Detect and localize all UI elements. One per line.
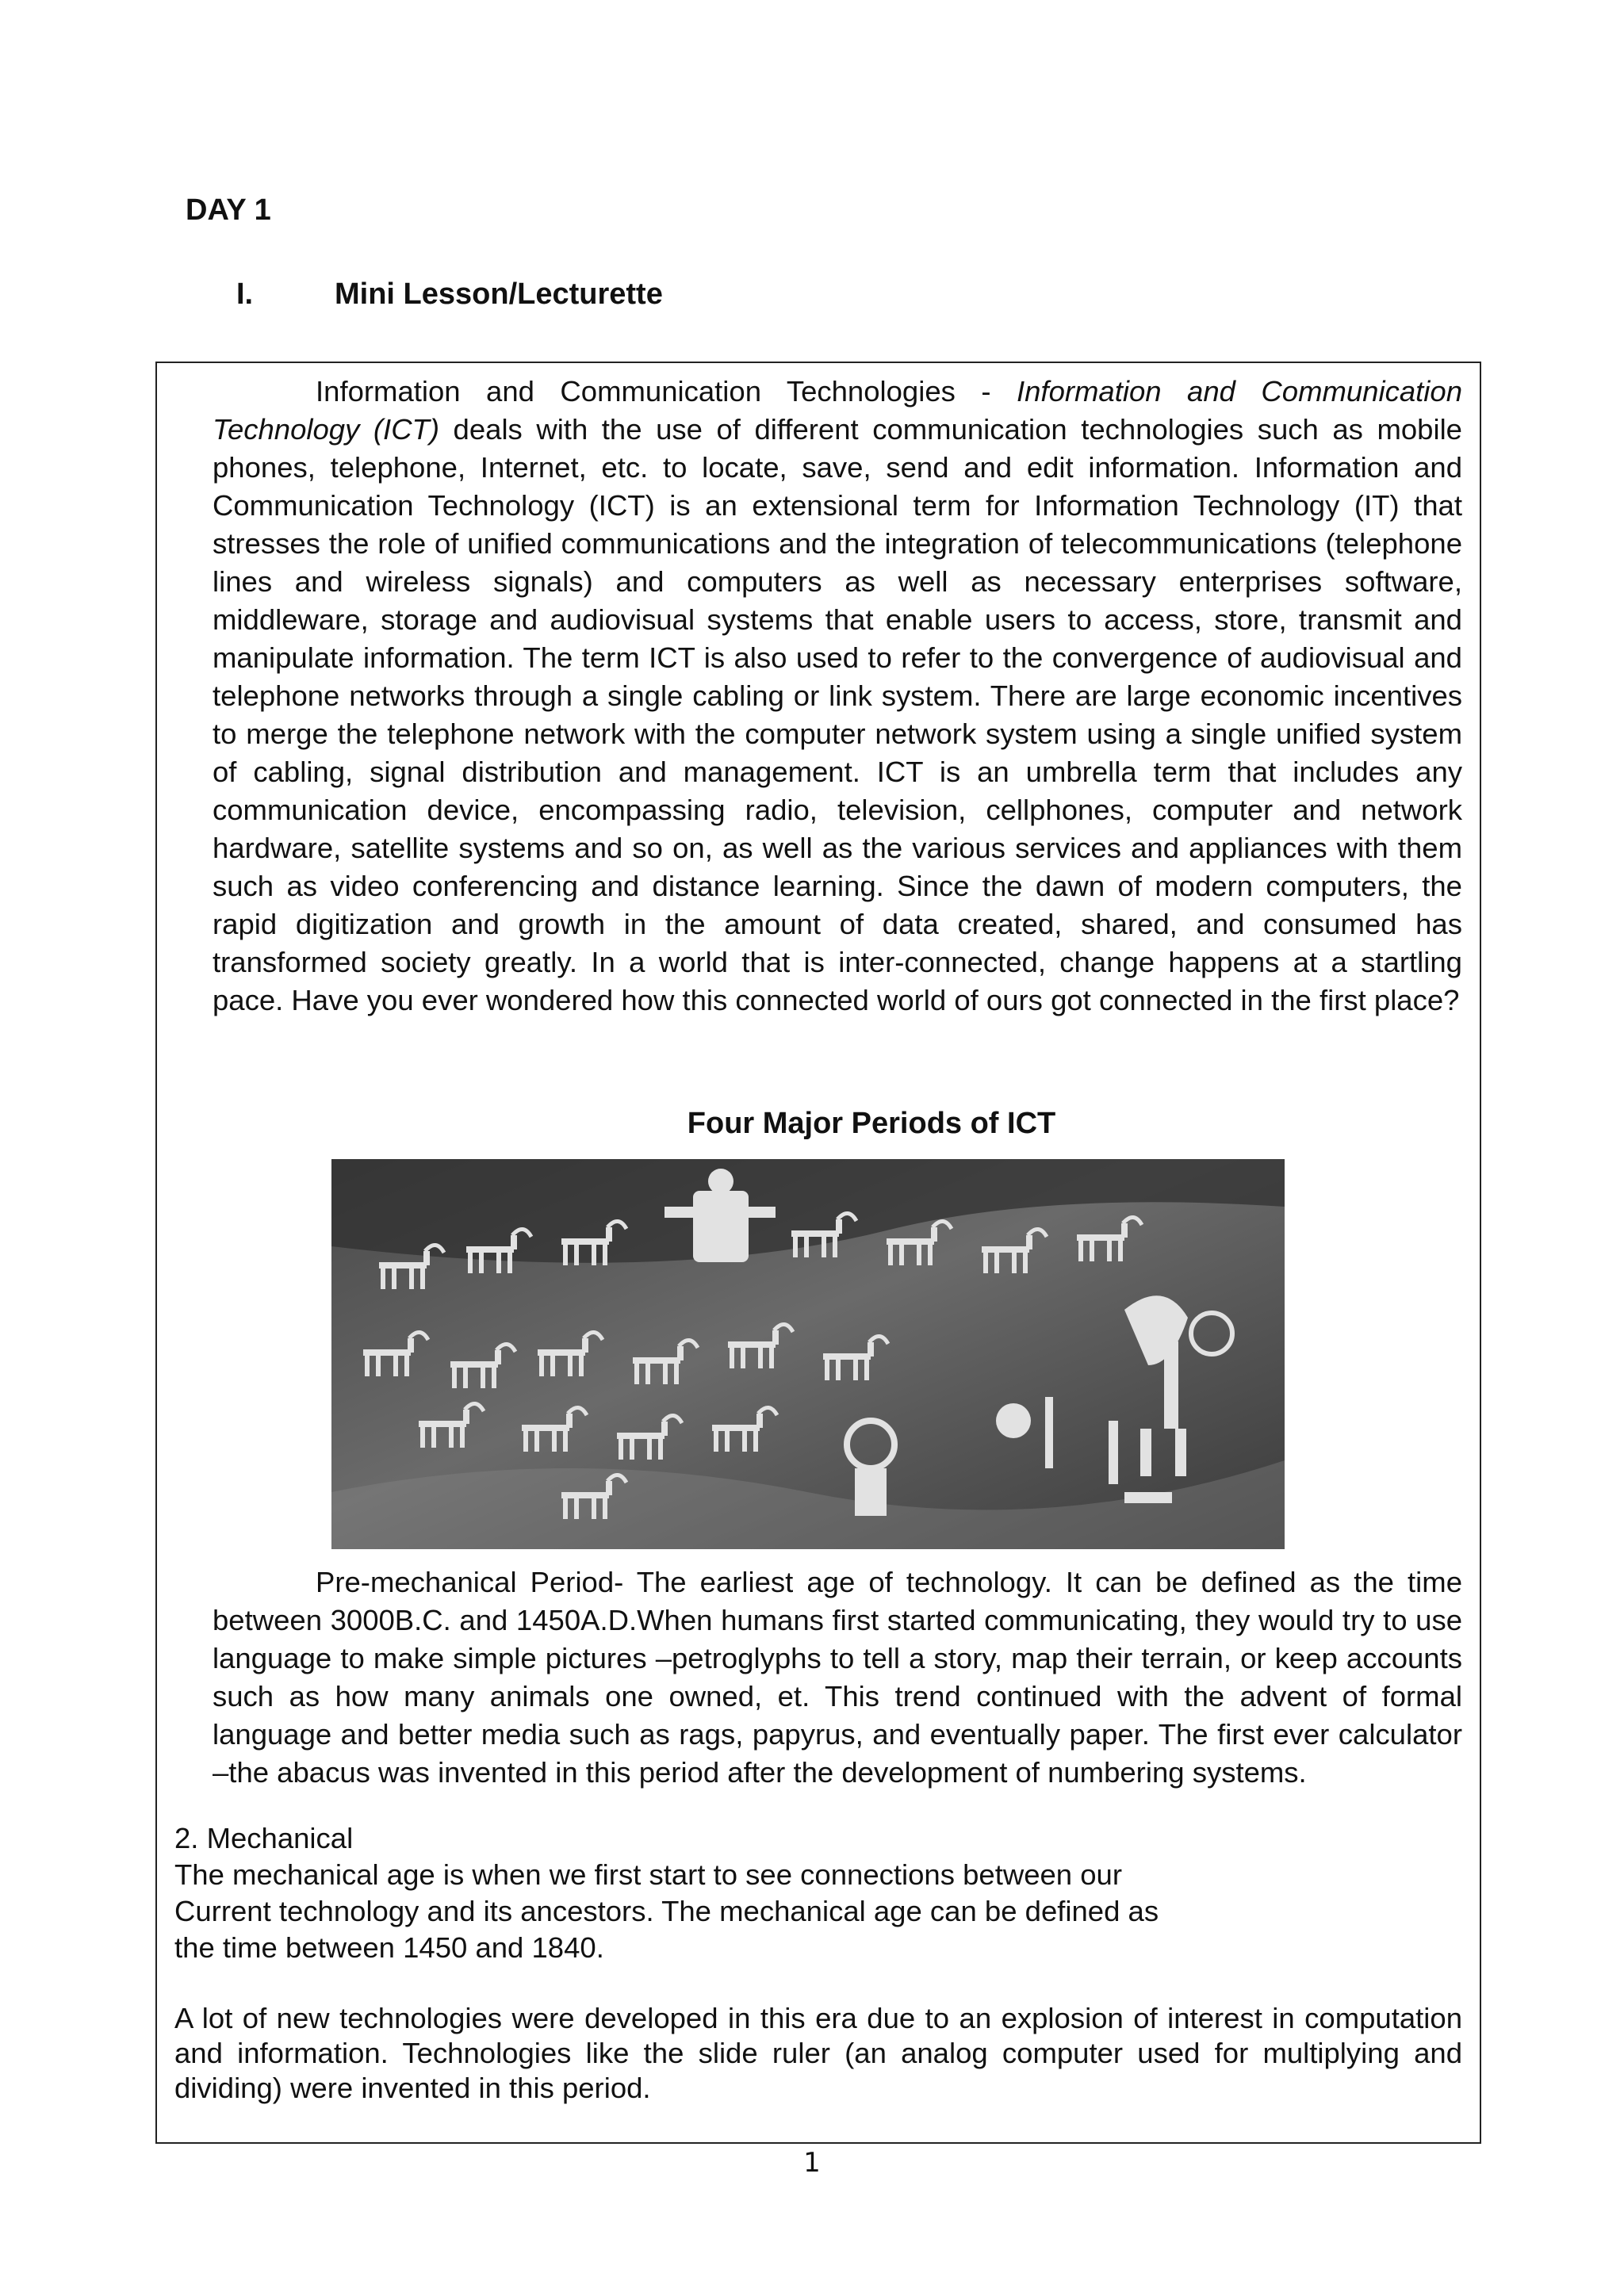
periods-title: Four Major Periods of ICT xyxy=(687,1107,1056,1140)
petroglyph-image xyxy=(331,1159,1285,1549)
pre-mechanical-text: Pre-mechanical Period- The earliest age of technology. It can be defined as the time between 3000B.C. and 1450A.D.When humans first started communicating, they would try to use language to make simple pictures –petroglyphs to tell a story, map their terrain, or keep accounts such as how many animals one owned, et. This trend continued with the advent of formal language and better media such as rags, papyrus, and eventually paper. The first ever calculator –the abacus was invented in this period after the development of numbering systems. xyxy=(213,1566,1462,1789)
section-heading xyxy=(236,277,663,312)
mechanical-paragraph: A lot of new technologies were developed in this era due to an explosion of interest in computation and information. Technologies like the slide ruler (an analog computer used for multiplying and dividing) were invented in this period. xyxy=(174,2002,1462,2104)
page-number: 1 xyxy=(803,2147,821,2179)
mechanical-heading: 2. Mechanical xyxy=(174,1822,354,1854)
pre-mechanical-paragraph xyxy=(213,1563,1462,1792)
intro-lead: Information and Communication Technologies - xyxy=(316,375,1017,408)
mechanical-section xyxy=(174,1820,1459,1966)
day-label: DAY 1 xyxy=(186,193,271,227)
section-number: I. xyxy=(236,277,254,311)
intro-body: deals with the use of different communication technologies such as mobile phones, telephone, Internet, etc. to locate, save, send and edit information. Information and Communication Technology (ICT) is an extensional term for Information Technology (IT) that stresses the role of unified communications and the integration of telecommunications (telephone lines and wireless signals) and computers as well as necessary enterprises software, middleware, storage and audiovisual systems that enable users to access, store, transmit and manipulate information. The term ICT is also used to refer to the convergence of audiovisual and telephone networks through a single cabling or link system. There are large economic incentives to merge the telephone network with the computer network system using a single unified system of cabling, signal distribution and management. ICT is an umbrella term that includes any communication device, encompassing radio, television, cellphones, computer and network hardware, satellite systems and so on, as well as the various services and appliances with them such as video conferencing and distance learning. Since the dawn of modern computers, the rapid digitization and growth in the amount of data created, shared, and consumed has transformed society greatly. In a world that is inter-connected, change happens at a startling pace. Have you ever wondered how this connected world of ours got connected in the first place? xyxy=(213,413,1462,1016)
intro-paragraph xyxy=(213,373,1462,1020)
mechanical-line: the time between 1450 and 1840. xyxy=(174,1931,604,1964)
intro-term: Information and Communication Technology (ICT) xyxy=(213,375,1462,446)
section-title: Mini Lesson/Lecturette xyxy=(335,277,663,311)
mechanical-line: The mechanical age is when we first start to see connections between our xyxy=(174,1858,1123,1891)
mechanical-line: Current technology and its ancestors. The mechanical age can be defined as xyxy=(174,1895,1159,1927)
